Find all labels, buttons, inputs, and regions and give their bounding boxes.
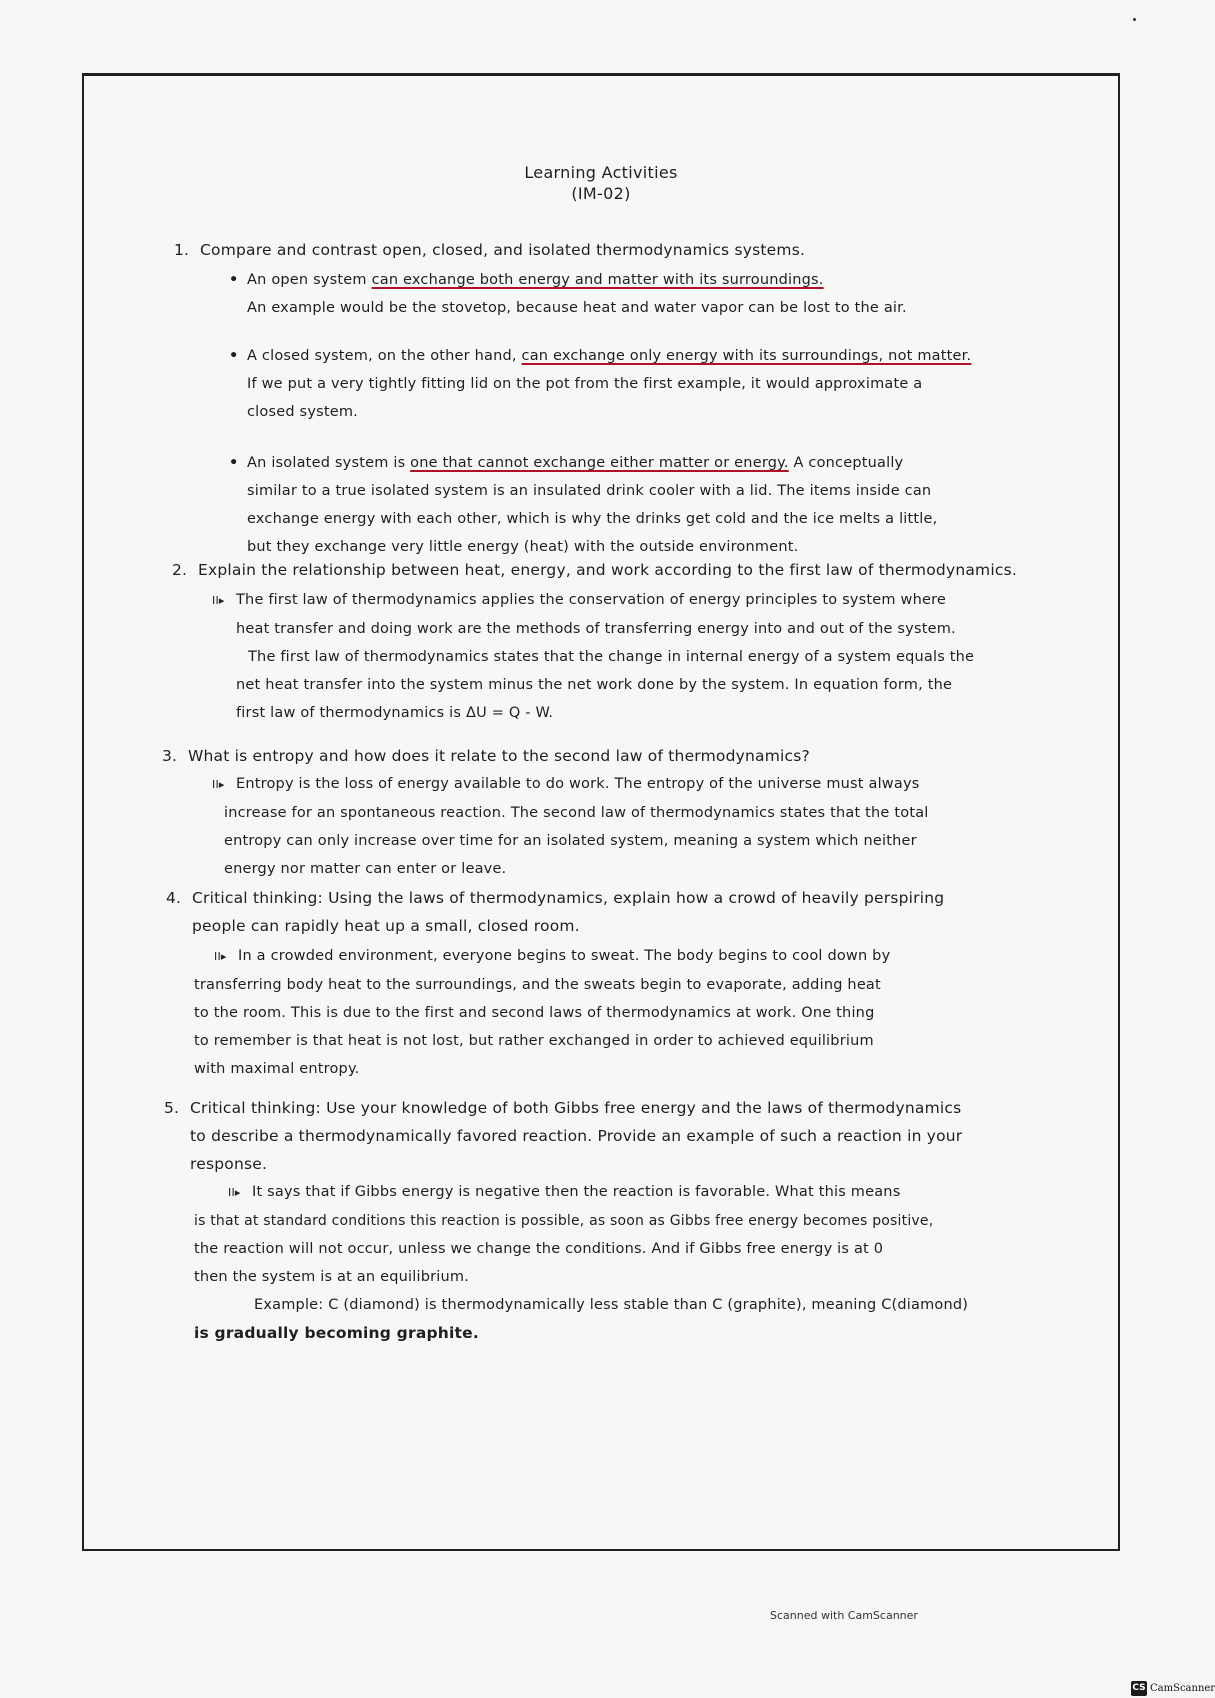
camscanner-logo-text: CamScanner	[1150, 1682, 1215, 1694]
question-text: Critical thinking: Use your knowledge of both Gibbs free energy and the laws of thermodynamics	[190, 1099, 962, 1117]
answer-4: II▸ In a crowded environment, everyone begins to sweat. The body begins to cool down by transferring body heat to the surroundings, and the sweats begin to evaporate, adding heat to the room. This is due to the first and second laws of thermodynamics at work. One thing to remember is that heat is not lost, but rather exchanged in order to achieved equilibrium with maximal entropy.	[194, 942, 1114, 1083]
question-2	[172, 556, 1102, 584]
question-number: 1.	[174, 241, 190, 259]
question-number: 3.	[162, 747, 178, 765]
highlight-underline: can exchange only energy with its surroundings, not matter.	[521, 348, 972, 364]
question-text: Critical thinking: Using the laws of thermodynamics, explain how a crowd of heavily perspiring	[192, 889, 945, 907]
answer-arrow-icon: II▸	[212, 594, 225, 607]
bullet-icon: •	[229, 272, 239, 288]
answer-sheet	[82, 73, 1120, 1551]
page-title: Learning Activities	[524, 163, 678, 182]
highlight-underline: can exchange both energy and matter with its surroundings.	[371, 272, 824, 288]
scanner-watermark-text: Scanned with CamScanner	[770, 1609, 918, 1622]
question-4: 4. Critical thinking: Using the laws of thermodynamics, explain how a crowd of heavily perspiring people can rapidly heat up a small, closed room.	[166, 884, 1096, 940]
answer-arrow-icon: II▸	[228, 1186, 241, 1199]
answer-arrow-icon: II▸	[212, 778, 225, 791]
answer-1-isolated: • An isolated system is one that cannot exchange either matter or energy. A conceptually similar to a true isolated system is an insulated drink cooler with a lid. The items inside can exchange energy with each other, which is why the drinks get cold and the ice melts a little, but they exchange very little energy (heat) with the outside environment.	[229, 449, 1119, 561]
question-number: 5.	[164, 1099, 180, 1117]
question-1	[174, 236, 1104, 264]
page-header	[84, 162, 1118, 204]
example-line: Example: C (diamond) is thermodynamically less stable than C (graphite), meaning C(diamond)	[254, 1297, 969, 1313]
page-code: (IM-02)	[571, 184, 631, 203]
question-number: 2.	[172, 561, 188, 579]
answer-arrow-icon: II▸	[214, 950, 227, 963]
bullet-icon: •	[229, 455, 239, 471]
camscanner-icon: CS	[1131, 1681, 1147, 1696]
question-number: 4.	[166, 889, 182, 907]
question-text: Explain the relationship between heat, energy, and work according to the first law of thermodynamics.	[198, 561, 1017, 579]
camscanner-logo	[1131, 1680, 1215, 1696]
question-5: 5. Critical thinking: Use your knowledge of both Gibbs free energy and the laws of thermodynamics to describe a thermodynamically favored reaction. Provide an example of such a reaction in your response.	[164, 1094, 1094, 1178]
question-3	[162, 742, 1092, 770]
example-conclusion: is gradually becoming graphite.	[194, 1324, 479, 1342]
answer-1-closed: • A closed system, on the other hand, can exchange only energy with its surroundings, not matter. If we put a very tightly fitting lid on the pot from the first example, it would approximate a closed system.	[229, 342, 1119, 426]
question-text: Compare and contrast open, closed, and isolated thermodynamics systems.	[200, 241, 806, 259]
question-text: What is entropy and how does it relate to the second law of thermodynamics?	[188, 747, 810, 765]
answer-2: II▸ The first law of thermodynamics applies the conservation of energy principles to system where heat transfer and doing work are the methods of transferring energy into and out of the system. The first law of thermodynamics states that the change in internal energy of a system equals the net heat transfer into the system minus the net work done by the system. In equation form, the first law of thermodynamics is ΔU = Q - W.	[212, 586, 1112, 727]
bullet-icon: •	[229, 348, 239, 364]
answer-3: II▸ Entropy is the loss of energy available to do work. The entropy of the universe must always increase for an spontaneous reaction. The second law of thermodynamics states that the total entropy can only increase over time for an isolated system, meaning a system which neither energy nor matter can enter or leave.	[212, 770, 1112, 883]
answer-5: II▸ It says that if Gibbs energy is negative then the reaction is favorable. What this means is that at standard conditions this reaction is possible, as soon as Gibbs free energy becomes positive, the reaction will not occur, unless we change the conditions. And if Gibbs free energy is at 0 then the system is at an equilibrium. Example: C (diamond) is thermodynamically less stable than C (graphite), meaning C(diamond) is gradually becoming graphite.	[194, 1178, 1114, 1347]
scan-speck	[1133, 18, 1136, 21]
answer-1-open: • An open system can exchange both energy and matter with its surroundings. An example would be the stovetop, because heat and water vapor can be lost to the air.	[229, 266, 1119, 322]
highlight-underline: one that cannot exchange either matter or energy.	[410, 455, 789, 471]
